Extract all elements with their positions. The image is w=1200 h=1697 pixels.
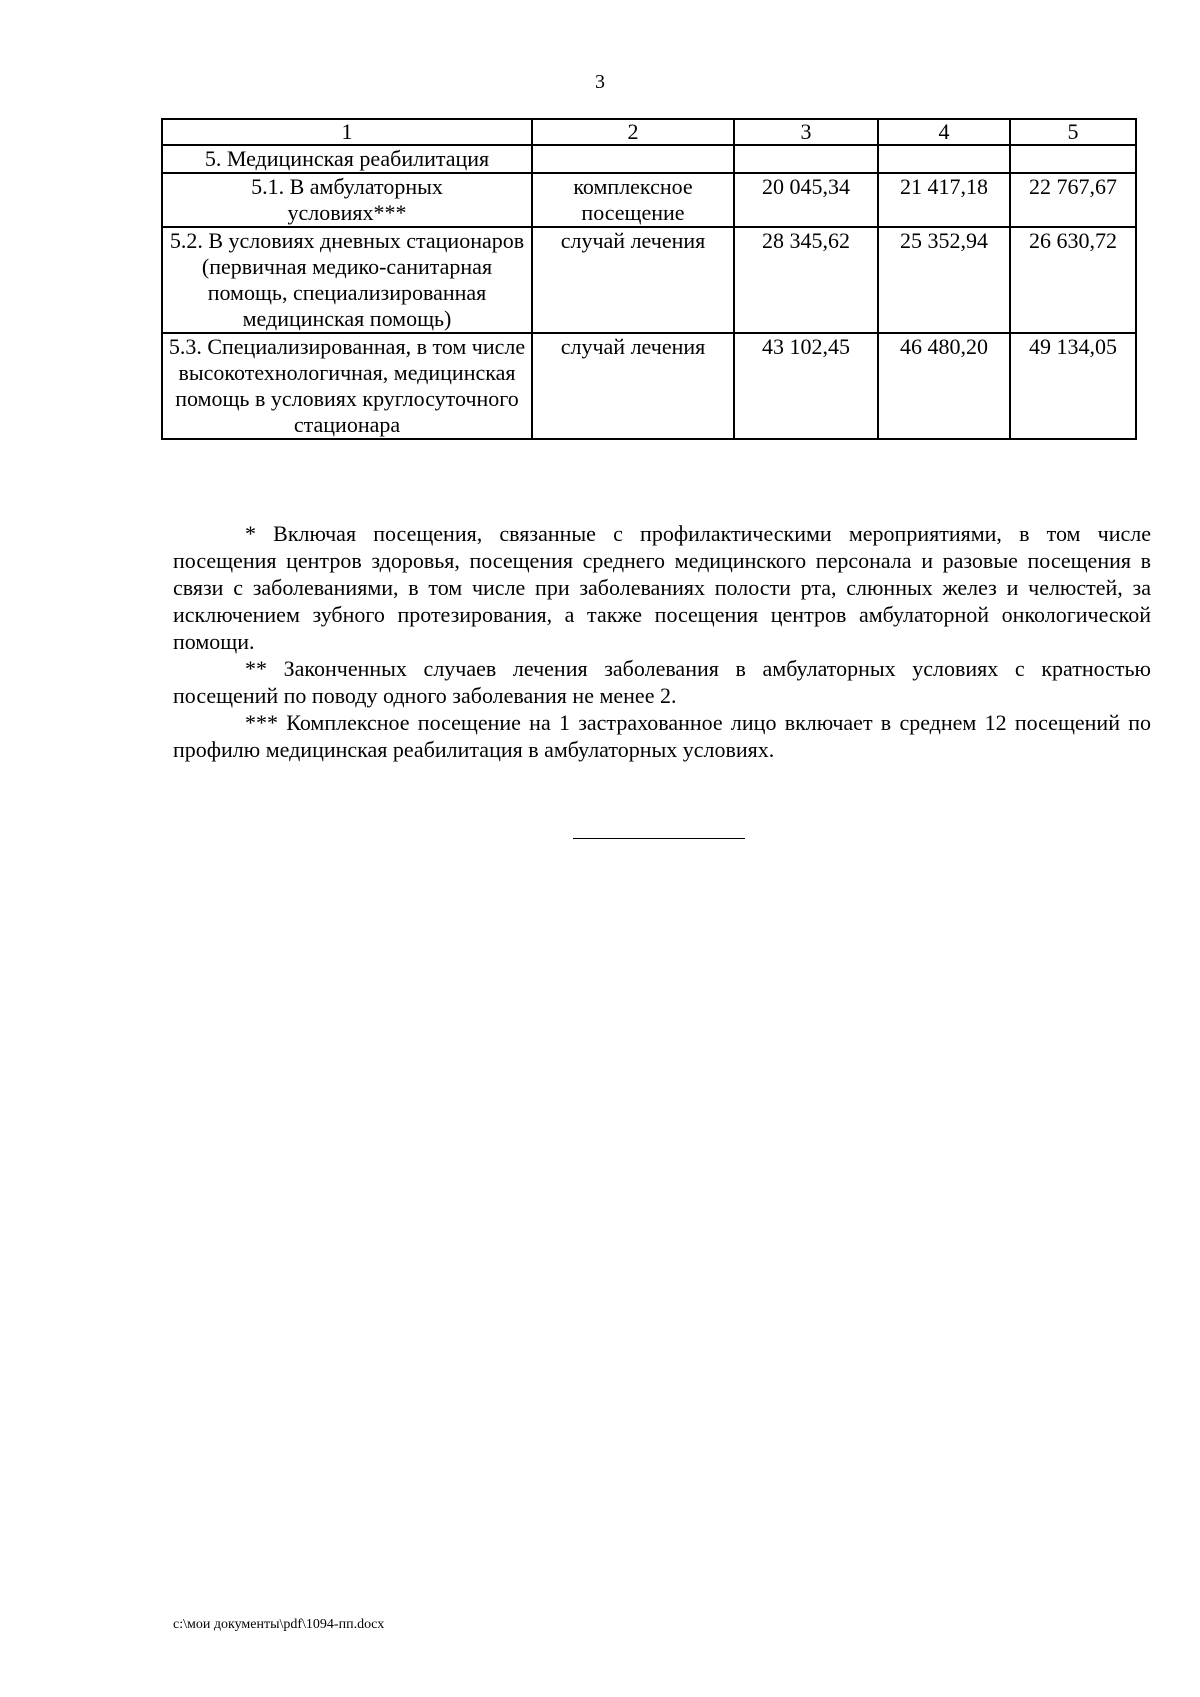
row-value-col5: 26 630,72 <box>1010 227 1136 333</box>
row-name: 5.3. Специализированная, в том числе высокотехнологичная, медицинская помощь в условиях круглосуточного стационара <box>162 333 532 439</box>
row-unit: случай лечения <box>532 227 734 333</box>
row-name: 5.2. В условиях дневных стационаров (первичная медико-санитарная помощь, специализированная медицинская помощь) <box>162 227 532 333</box>
footnotes <box>173 520 1151 763</box>
row-value-col4: 25 352,94 <box>878 227 1010 333</box>
tariff-table <box>161 118 1137 440</box>
row-value-col3: 43 102,45 <box>734 333 878 439</box>
footnote-single-asterisk: * Включая посещения, связанные с профилактическими мероприятиями, в том числе посещения центров здоровья, посещения среднего медицинского персонала и разовые посещения в связи с заболеваниями, в том числе при заболеваниях полости рта, слюнных желез и челюстей, за исключением зубного протезирования, а также посещения центров амбулаторной онкологической помощи. <box>173 521 1151 654</box>
row-name: 5.1. В амбулаторных условиях*** <box>162 173 532 227</box>
row-value-col5: 49 134,05 <box>1010 333 1136 439</box>
footnote-double-asterisk: ** Законченных случаев лечения заболевания в амбулаторных условиях с кратностью посещений по поводу одного заболевания не менее 2. <box>173 656 1151 708</box>
row-value-col3 <box>734 145 878 173</box>
table-row <box>162 173 1136 227</box>
row-value-col3: 20 045,34 <box>734 173 878 227</box>
column-number-2: 2 <box>532 119 734 145</box>
row-value-col4: 21 417,18 <box>878 173 1010 227</box>
row-value-col4 <box>878 145 1010 173</box>
row-name: 5. Медицинская реабилитация <box>162 145 532 173</box>
row-value-col3: 28 345,62 <box>734 227 878 333</box>
end-divider <box>573 838 745 839</box>
table-row <box>162 227 1136 333</box>
column-number-1: 1 <box>162 119 532 145</box>
column-number-4: 4 <box>878 119 1010 145</box>
row-value-col4: 46 480,20 <box>878 333 1010 439</box>
table-row <box>162 145 1136 173</box>
column-number-5: 5 <box>1010 119 1136 145</box>
row-unit: случай лечения <box>532 333 734 439</box>
footnote-triple-asterisk: *** Комплексное посещение на 1 застрахованное лицо включает в среднем 12 посещений по профилю медицинская реабилитация в амбулаторных условиях. <box>173 710 1151 762</box>
row-value-col5: 22 767,67 <box>1010 173 1136 227</box>
row-value-col5 <box>1010 145 1136 173</box>
row-unit: комплексное посещение <box>532 173 734 227</box>
page-number: 3 <box>595 71 605 93</box>
table-header-row <box>162 119 1136 145</box>
file-path: c:\мои документы\pdf\1094-пп.docx <box>173 1617 385 1632</box>
row-unit <box>532 145 734 173</box>
table-row <box>162 333 1136 439</box>
column-number-3: 3 <box>734 119 878 145</box>
